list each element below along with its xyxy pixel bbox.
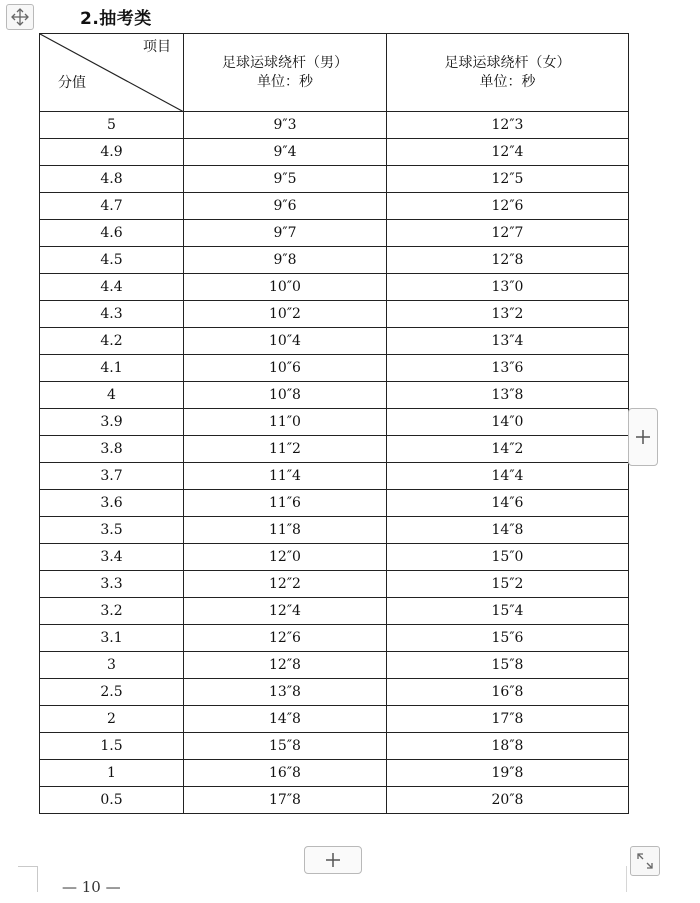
female-time-cell: 14″4 [387, 463, 629, 490]
table-row [40, 571, 629, 598]
female-time-cell: 13″6 [387, 355, 629, 382]
female-time-cell: 12″6 [387, 193, 629, 220]
male-time-cell: 15″8 [184, 733, 387, 760]
table-row [40, 760, 629, 787]
score-table [39, 33, 629, 814]
male-time-cell: 10″2 [184, 301, 387, 328]
male-time-cell: 12″2 [184, 571, 387, 598]
male-time-cell: 10″6 [184, 355, 387, 382]
score-cell: 3.3 [40, 571, 184, 598]
section-heading: 2.抽考类 [80, 9, 152, 29]
female-time-cell: 15″0 [387, 544, 629, 571]
score-cell: 3.8 [40, 436, 184, 463]
female-time-cell: 12″5 [387, 166, 629, 193]
female-time-cell: 15″4 [387, 598, 629, 625]
female-time-cell: 17″8 [387, 706, 629, 733]
score-cell: 3 [40, 652, 184, 679]
header-female-title: 足球运球绕杆（女） [444, 54, 571, 71]
female-time-cell: 18″8 [387, 733, 629, 760]
female-time-cell: 12″7 [387, 220, 629, 247]
header-male [184, 34, 387, 112]
male-time-cell: 11″6 [184, 490, 387, 517]
table-row [40, 355, 629, 382]
score-cell: 4.6 [40, 220, 184, 247]
score-cell: 4.5 [40, 247, 184, 274]
score-cell: 4.4 [40, 274, 184, 301]
table-row [40, 247, 629, 274]
female-time-cell: 13″2 [387, 301, 629, 328]
table-row [40, 274, 629, 301]
female-time-cell: 13″4 [387, 328, 629, 355]
female-time-cell: 14″0 [387, 409, 629, 436]
table-row [40, 409, 629, 436]
resize-diagonal-icon [635, 851, 655, 871]
table-row [40, 166, 629, 193]
female-time-cell: 12″4 [387, 139, 629, 166]
table-row [40, 328, 629, 355]
male-time-cell: 17″8 [184, 787, 387, 814]
score-cell: 3.2 [40, 598, 184, 625]
female-time-cell: 15″6 [387, 625, 629, 652]
score-cell: 2 [40, 706, 184, 733]
table-row [40, 733, 629, 760]
diagonal-header-cell [40, 34, 184, 112]
table-row [40, 544, 629, 571]
table-move-handle[interactable] [6, 4, 34, 30]
table-row [40, 706, 629, 733]
male-time-cell: 12″6 [184, 625, 387, 652]
male-time-cell: 9″5 [184, 166, 387, 193]
corner-score-label: 分值 [58, 75, 86, 91]
male-time-cell: 9″7 [184, 220, 387, 247]
female-time-cell: 19″8 [387, 760, 629, 787]
male-time-cell: 13″8 [184, 679, 387, 706]
page-margin-mark-right [626, 866, 627, 892]
header-female [387, 34, 629, 112]
header-male-unit: 单位：秒 [257, 73, 313, 90]
male-time-cell: 10″0 [184, 274, 387, 301]
score-cell: 1.5 [40, 733, 184, 760]
move-arrows-icon [10, 7, 30, 27]
table-row [40, 598, 629, 625]
table-resize-handle[interactable] [630, 846, 660, 876]
plus-icon [325, 852, 341, 868]
header-male-title: 足球运球绕杆（男） [222, 54, 348, 71]
table-row [40, 787, 629, 814]
score-cell: 3.1 [40, 625, 184, 652]
page-margin-mark-left [18, 866, 38, 892]
male-time-cell: 16″8 [184, 760, 387, 787]
score-cell: 3.6 [40, 490, 184, 517]
table-row [40, 463, 629, 490]
female-time-cell: 15″2 [387, 571, 629, 598]
add-row-button[interactable] [304, 846, 362, 874]
score-cell: 2.5 [40, 679, 184, 706]
score-cell: 0.5 [40, 787, 184, 814]
male-time-cell: 11″8 [184, 517, 387, 544]
male-time-cell: 14″8 [184, 706, 387, 733]
male-time-cell: 12″8 [184, 652, 387, 679]
female-time-cell: 13″8 [387, 382, 629, 409]
table-row [40, 112, 629, 139]
score-cell: 4.7 [40, 193, 184, 220]
table-row [40, 220, 629, 247]
male-time-cell: 10″4 [184, 328, 387, 355]
table-row [40, 382, 629, 409]
table-row [40, 517, 629, 544]
male-time-cell: 10″8 [184, 382, 387, 409]
male-time-cell: 12″4 [184, 598, 387, 625]
male-time-cell: 9″3 [184, 112, 387, 139]
male-time-cell: 11″2 [184, 436, 387, 463]
header-female-unit: 单位：秒 [479, 73, 536, 90]
female-time-cell: 15″8 [387, 652, 629, 679]
female-time-cell: 14″8 [387, 517, 629, 544]
plus-icon [635, 429, 651, 445]
score-cell: 4.3 [40, 301, 184, 328]
male-time-cell: 9″8 [184, 247, 387, 274]
male-time-cell: 11″4 [184, 463, 387, 490]
score-cell: 4.9 [40, 139, 184, 166]
table-row [40, 490, 629, 517]
female-time-cell: 16″8 [387, 679, 629, 706]
male-time-cell: 9″4 [184, 139, 387, 166]
add-column-button[interactable] [628, 408, 658, 466]
female-time-cell: 20″8 [387, 787, 629, 814]
female-time-cell: 14″2 [387, 436, 629, 463]
female-time-cell: 13″0 [387, 274, 629, 301]
table-row [40, 193, 629, 220]
male-time-cell: 11″0 [184, 409, 387, 436]
score-cell: 3.4 [40, 544, 184, 571]
table-row [40, 139, 629, 166]
table-row [40, 652, 629, 679]
score-cell: 4.2 [40, 328, 184, 355]
table-header-row [40, 34, 629, 112]
score-cell: 4 [40, 382, 184, 409]
table-row [40, 301, 629, 328]
male-time-cell: 9″6 [184, 193, 387, 220]
score-cell: 4.8 [40, 166, 184, 193]
table-row [40, 436, 629, 463]
score-cell: 4.1 [40, 355, 184, 382]
table-row [40, 679, 629, 706]
table-row [40, 625, 629, 652]
score-cell: 5 [40, 112, 184, 139]
female-time-cell: 14″6 [387, 490, 629, 517]
score-cell: 3.5 [40, 517, 184, 544]
score-cell: 3.9 [40, 409, 184, 436]
female-time-cell: 12″8 [387, 247, 629, 274]
male-time-cell: 12″0 [184, 544, 387, 571]
score-cell: 1 [40, 760, 184, 787]
female-time-cell: 12″3 [387, 112, 629, 139]
corner-item-label: 项目 [143, 39, 171, 55]
page-number: — 10 — [62, 878, 121, 896]
score-cell: 3.7 [40, 463, 184, 490]
